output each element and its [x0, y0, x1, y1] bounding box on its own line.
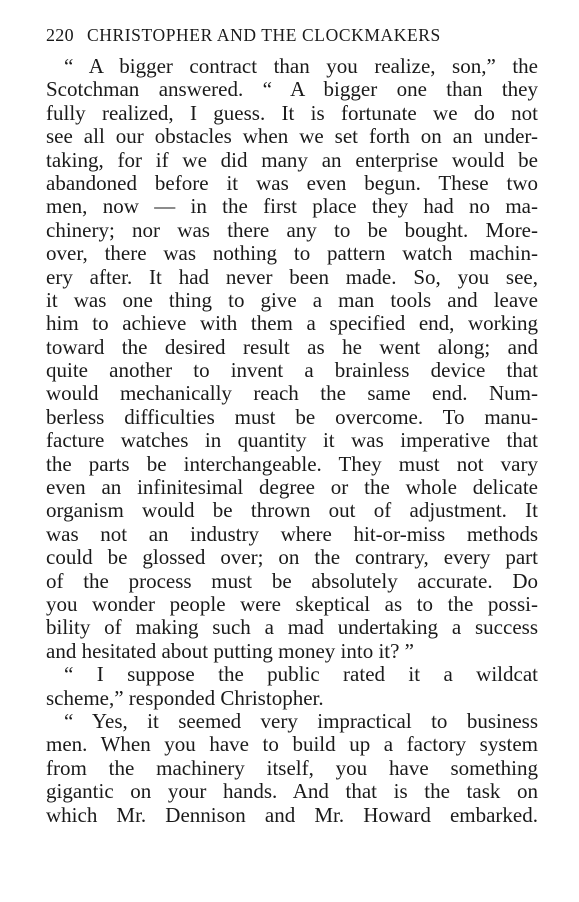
text-line: of the process must be absolutely accurate. Do — [46, 568, 538, 593]
text-line: the parts be interchangeable. They must not vary — [46, 451, 538, 476]
text-line: him to achieve with them a specified end, working — [46, 311, 538, 336]
text-line: men. When you have to build up a factory system — [46, 732, 538, 757]
text-line: was not an industry where hit-or-miss methods — [46, 521, 538, 546]
text-line: taking, for if we did many an enterprise would be — [46, 147, 538, 172]
text-line: facture watches in quantity it was imperative that — [46, 428, 538, 453]
text-line: “ A bigger contract than you realize, son,” the — [64, 54, 538, 78]
text-line: which Mr. Dennison and Mr. Howard embarked. — [46, 802, 538, 827]
text-line: over, there was nothing to pattern watch machin- — [46, 241, 538, 266]
page-number: 220 — [46, 25, 74, 45]
text-line: you wonder people were skeptical as to the possi- — [46, 591, 538, 616]
text-line: bility of making such a mad undertaking a success — [46, 615, 538, 640]
running-head-title: CHRISTOPHER AND THE CLOCKMAKERS — [86, 25, 441, 45]
text-line: “ Yes, it seemed very impractical to business — [64, 708, 538, 733]
text-line: and hesitated about putting money into it? ” — [46, 638, 415, 663]
text-line: abandoned before it was even begun. These two — [46, 170, 538, 195]
text-line: Scotchman answered. “ A bigger one than they — [46, 77, 538, 102]
text-line: berless difficulties must be overcome. To manu- — [46, 404, 538, 429]
text-line: organism would be thrown out of adjustment. It — [46, 498, 538, 523]
text-line: from the machinery itself, you have something — [46, 755, 538, 780]
text-line: ery after. It had never been made. So, you see, — [46, 264, 538, 289]
text-line: would mechanically reach the same end. Num- — [46, 381, 538, 406]
text-line: gigantic on your hands. And that is the task on — [46, 779, 538, 804]
text-line: “ I suppose the public rated it a wildcat — [64, 662, 538, 687]
text-line: toward the desired result as he went along; and — [46, 334, 538, 359]
text-line: even an infinitesimal degree or the whole delicate — [46, 475, 538, 500]
text-line: it was one thing to give a man tools and leave — [46, 287, 538, 312]
text-line: see all our obstacles when we set forth on an under- — [46, 124, 538, 149]
text-line: chinery; nor was there any to be bought. More- — [46, 217, 538, 242]
body-text — [46, 55, 538, 827]
text-line: scheme,” responded Christopher. — [46, 685, 324, 710]
text-line: fully realized, I guess. It is fortunate we do not — [46, 100, 538, 125]
text-line: quite another to invent a brainless device that — [46, 358, 538, 383]
running-head — [46, 25, 538, 55]
book-page — [46, 25, 538, 827]
text-line: men, now — in the first place they had no ma- — [46, 194, 538, 219]
text-line: could be glossed over; on the contrary, every part — [46, 545, 538, 570]
